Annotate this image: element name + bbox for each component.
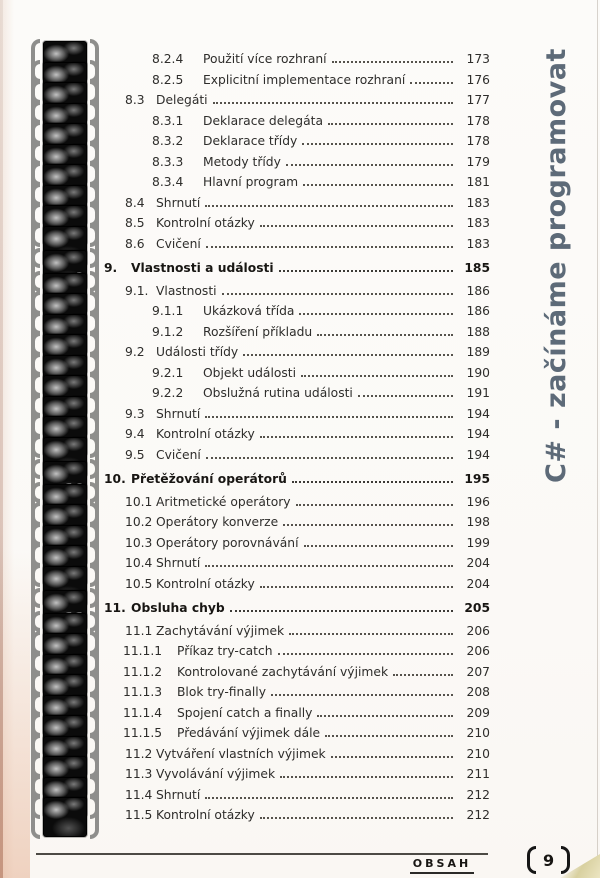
- dot-leader: [302, 143, 453, 145]
- toc-entry-number: 11.4: [125, 787, 153, 802]
- chapter-icon: [31, 793, 99, 841]
- bracket-left-icon: [527, 846, 536, 874]
- dot-leader: [260, 817, 453, 819]
- toc-entry-page: 210: [466, 746, 490, 761]
- dot-leader: [358, 395, 453, 397]
- dot-leader: [260, 436, 453, 438]
- dot-leader: [286, 164, 453, 166]
- toc-entry-title: Metody třídy: [203, 154, 281, 169]
- toc-entry-title: Rozšíření příkladu: [203, 324, 313, 339]
- toc-entry-number: 8.4: [125, 195, 145, 210]
- dot-leader: [304, 545, 454, 547]
- toc-entry-title: Shrnutí: [156, 556, 201, 570]
- toc-entry-number: 10.1: [125, 494, 153, 509]
- toc-entry-page: 178: [466, 113, 490, 128]
- toc-entry-page: 189: [466, 345, 490, 359]
- bracket-right-icon: [90, 795, 99, 839]
- toc-entry-page: 176: [466, 72, 490, 87]
- footer-page-number: [527, 845, 570, 875]
- toc-entry-page: 191: [466, 386, 490, 400]
- toc-entry-number: 9.3: [125, 406, 145, 421]
- toc-entry-number: 11.: [104, 601, 126, 615]
- dot-leader: [410, 82, 453, 84]
- toc-entry-title: Hlavní program: [203, 175, 299, 189]
- toc-entry-title: Explicitní implementace rozhraní: [203, 72, 406, 87]
- toc-entry-page: 179: [466, 154, 490, 169]
- footer-section-label: OBSAH: [410, 857, 474, 874]
- dot-leader: [271, 694, 453, 696]
- dot-leader: [279, 270, 453, 272]
- toc-entry-page: 196: [466, 494, 490, 509]
- toc-entry-page: 185: [464, 261, 490, 275]
- toc-entry-number: 9.1.2: [152, 324, 184, 339]
- toc-entry-title: Cvičení: [156, 236, 201, 251]
- toc-entry-title: Shrnutí: [156, 195, 201, 210]
- toc-entry-title: Shrnutí: [156, 406, 201, 421]
- toc-entry-page: 209: [466, 705, 490, 720]
- toc-entry-page: 173: [466, 52, 490, 66]
- toc-entry-page: 188: [466, 324, 490, 339]
- toc-entry-page: 177: [466, 93, 490, 107]
- toc-entry-title: Zachytávání výjimek: [156, 623, 285, 638]
- toc-entry-title: Příkaz try-catch: [177, 644, 273, 658]
- toc-entry-page: 206: [466, 623, 490, 638]
- toc-entry-page: 194: [466, 447, 490, 462]
- toc-entry-page: 210: [466, 726, 490, 740]
- toc-entry-title: Kontrolní otázky: [156, 216, 255, 230]
- toc-entry-title: Kontrolované zachytávání výjimek: [177, 664, 389, 679]
- dot-leader: [328, 123, 453, 125]
- dot-leader: [205, 416, 453, 418]
- dot-leader: [325, 735, 453, 737]
- dot-leader: [230, 610, 453, 612]
- toc-entry-page: 183: [466, 216, 490, 230]
- toc-entry-page: 181: [466, 175, 490, 189]
- toc-entry-number: 9.2.1: [152, 365, 184, 380]
- dot-leader: [206, 457, 453, 459]
- toc-entry-number: 9.5: [125, 447, 145, 462]
- table-of-contents: [0, 49, 600, 826]
- dot-leader: [332, 61, 453, 63]
- toc-entry-page: 194: [466, 427, 490, 441]
- toc-entry-number: 9.2.2: [152, 386, 184, 400]
- toc-entry-title: Přetěžování operátorů: [131, 472, 287, 486]
- toc-entry-title: Cvičení: [156, 447, 201, 462]
- toc-entry-number: 11.3: [125, 767, 153, 781]
- toc-entry-title: Operátory porovnávání: [156, 535, 299, 550]
- toc-entry-number: 8.3.3: [152, 154, 184, 169]
- toc-entry-page: 186: [466, 304, 490, 318]
- toc-entry-title: Kontrolní otázky: [156, 576, 255, 591]
- toc-entry-title: Vytváření vlastních výjimek: [156, 746, 326, 761]
- toc-entry-title: Události třídy: [156, 345, 239, 359]
- toc-entry-page: 186: [466, 283, 490, 298]
- toc-entry-title: Kontrolní otázky: [156, 808, 255, 822]
- toc-entry-number: 8.2.5: [152, 72, 184, 87]
- toc-entry-number: 10.5: [125, 576, 153, 591]
- vertical-book-title: C# - začínáme programovat: [541, 48, 572, 483]
- toc-entry-page: 206: [466, 644, 490, 658]
- toc-entry-page: 212: [466, 808, 490, 822]
- chapter-photo-icon: [43, 797, 87, 837]
- toc-entry-number: 11.5: [125, 808, 153, 822]
- toc-entry-number: 9.4: [125, 427, 145, 441]
- toc-entry-title: Shrnutí: [156, 787, 201, 802]
- toc-entry-number: 11.1.1: [123, 644, 163, 658]
- toc-entry-title: Deklarace třídy: [203, 134, 298, 148]
- toc-entry-title: Obslužná rutina události: [203, 386, 353, 400]
- dot-leader: [283, 524, 453, 526]
- toc-entry-number: 8.3.1: [152, 113, 184, 128]
- dot-leader: [260, 225, 453, 227]
- dot-leader: [296, 504, 453, 506]
- toc-entry-page: 204: [466, 556, 490, 570]
- toc-entry-page: 207: [466, 664, 490, 679]
- dot-leader: [222, 293, 453, 295]
- toc-entry-title: Předávání výjimek dále: [177, 726, 321, 740]
- toc-entry-title: Kontrolní otázky: [156, 427, 255, 441]
- toc-entry-title: Ukázková třída: [203, 304, 295, 318]
- toc-entry-title: Aritmetické operátory: [156, 494, 291, 509]
- toc-entry-title: Blok try-finally: [177, 685, 266, 699]
- toc-entry-page: 199: [466, 535, 490, 550]
- toc-entry-number: 9.2: [125, 345, 145, 359]
- toc-entry-title: Operátory konverze: [156, 515, 279, 529]
- toc-entry-page: 183: [466, 236, 490, 251]
- toc-entry-page: 212: [466, 787, 490, 802]
- toc-entry-number: 8.5: [125, 216, 145, 230]
- dot-leader: [278, 653, 453, 655]
- dot-leader: [317, 715, 453, 717]
- toc-entry-number: 11.2: [125, 746, 153, 761]
- toc-row: [0, 805, 490, 826]
- toc-entry-number: 10.2: [125, 515, 153, 529]
- toc-entry-number: 9.: [104, 261, 118, 275]
- toc-entry-number: 9.1.: [125, 283, 149, 298]
- dot-leader: [299, 313, 453, 315]
- toc-entry-title: Deklarace delegáta: [203, 113, 323, 128]
- toc-entry-number: 8.3.2: [152, 134, 184, 148]
- toc-entry-page: 194: [466, 406, 490, 421]
- toc-entry-page: 204: [466, 576, 490, 591]
- toc-entry-number: 11.1.2: [123, 664, 163, 679]
- toc-entry-number: 10.: [104, 472, 126, 486]
- dot-leader: [260, 586, 453, 588]
- toc-entry-number: 8.6: [125, 236, 145, 251]
- dot-leader: [213, 102, 453, 104]
- toc-entry-title: Spojení catch a finally: [177, 705, 313, 720]
- dot-leader: [317, 334, 453, 336]
- dot-leader: [206, 246, 453, 248]
- dot-leader: [205, 205, 453, 207]
- toc-entry-title: Vyvolávání výjimek: [156, 767, 276, 781]
- toc-entry-number: 8.3: [125, 93, 145, 107]
- dot-leader: [331, 756, 453, 758]
- dot-leader: [301, 375, 453, 377]
- footer-rule: [36, 853, 488, 855]
- toc-entry-page: 211: [466, 767, 490, 781]
- dot-leader: [393, 674, 453, 676]
- toc-entry-page: 183: [466, 195, 490, 210]
- bracket-right-icon: [561, 846, 570, 874]
- dot-leader: [243, 354, 453, 356]
- toc-entry-page: 190: [466, 365, 490, 380]
- dot-leader: [205, 565, 453, 567]
- toc-entry-title: Vlastnosti: [156, 283, 217, 298]
- toc-entry-number: 8.2.4: [152, 52, 184, 66]
- toc-entry-title: Objekt události: [203, 365, 297, 380]
- toc-entry-title: Použití více rozhraní: [203, 52, 327, 66]
- toc-entry-number: 8.3.4: [152, 175, 184, 189]
- dot-leader: [303, 184, 453, 186]
- toc-entry-title: Obsluha chyb: [131, 601, 225, 615]
- dot-leader: [289, 633, 453, 635]
- toc-entry-number: 11.1: [125, 623, 153, 638]
- toc-entry-number: 11.1.4: [123, 705, 163, 720]
- toc-entry-page: 195: [464, 472, 490, 486]
- toc-entry-number: 9.1.1: [152, 304, 184, 318]
- toc-entry-page: 198: [466, 515, 490, 529]
- toc-entry-title: Vlastnosti a události: [131, 261, 274, 275]
- dot-leader: [280, 776, 453, 778]
- toc-entry-number: 10.4: [125, 556, 153, 570]
- toc-entry-number: 10.3: [125, 535, 153, 550]
- toc-entry-page: 205: [464, 601, 490, 615]
- toc-entry-page: 208: [466, 685, 490, 699]
- toc-entry-page: 178: [466, 134, 490, 148]
- bracket-left-icon: [31, 795, 40, 839]
- dot-leader: [292, 481, 453, 483]
- toc-entry-title: Delegáti: [156, 93, 208, 107]
- toc-entry-number: 11.1.3: [123, 685, 163, 699]
- page-number: 9: [543, 850, 555, 870]
- toc-entry-number: 11.1.5: [123, 726, 163, 740]
- dot-leader: [205, 797, 453, 799]
